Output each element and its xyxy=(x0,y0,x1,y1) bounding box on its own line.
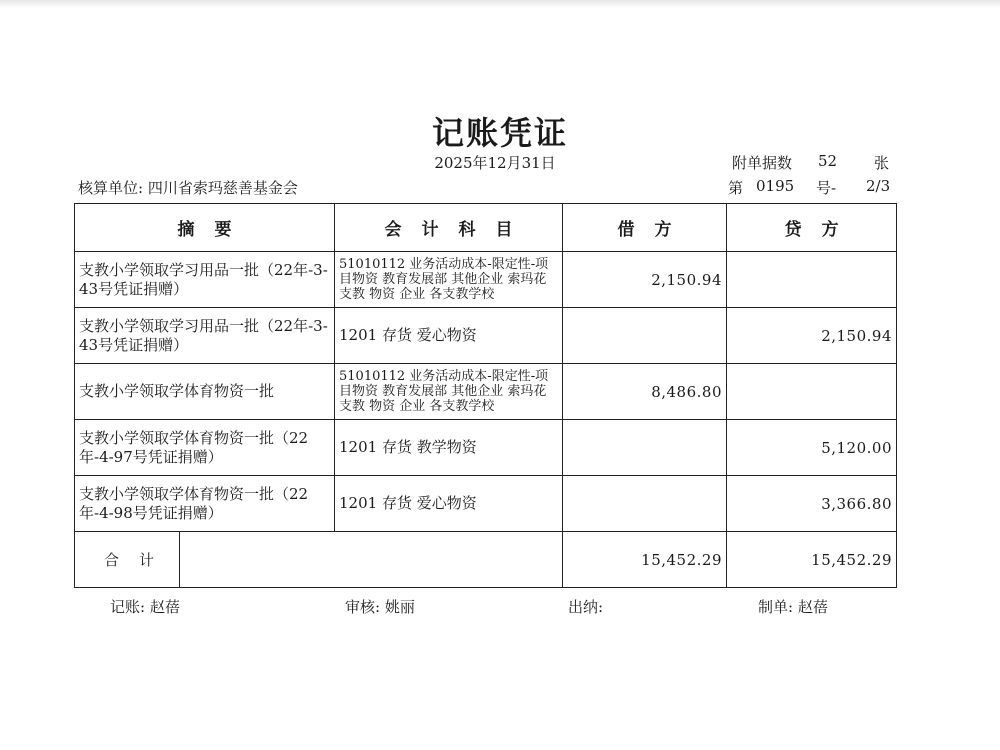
header-summary: 摘要 xyxy=(75,204,335,252)
row-summary: 支教小学领取学体育物资一批 xyxy=(75,364,335,420)
row-credit xyxy=(727,364,897,420)
row-debit: 8,486.80 xyxy=(563,364,727,420)
voucher-title: 记账凭证 xyxy=(431,114,568,152)
row-summary: 支教小学领取学习用品一批（22年-3-43号凭证捐赠） xyxy=(75,308,335,364)
row-debit xyxy=(563,420,727,476)
voucher-page: 2/3 xyxy=(866,177,891,195)
table-row xyxy=(75,308,897,364)
table-row xyxy=(75,420,897,476)
row-credit: 5,120.00 xyxy=(727,420,897,476)
header-account: 会计科目 xyxy=(335,204,563,252)
reviewer-signature: 审核: 姚丽 xyxy=(345,598,415,616)
attachment-label: 附单据数 xyxy=(732,154,793,172)
row-debit xyxy=(563,476,727,532)
total-label: 合计 xyxy=(75,532,180,587)
table-row xyxy=(75,364,897,420)
voucher-table xyxy=(74,203,897,588)
row-debit: 2,150.94 xyxy=(563,252,727,308)
header-credit: 贷方 xyxy=(727,204,897,252)
accounting-unit: 核算单位: 四川省索玛慈善基金会 xyxy=(78,179,298,197)
total-debit: 15,452.29 xyxy=(563,532,727,588)
total-blank xyxy=(180,532,562,587)
total-row xyxy=(75,532,897,588)
scan-edge xyxy=(0,0,1000,8)
voucher-prefix: 第 xyxy=(728,179,744,197)
attachment-number: 52 xyxy=(818,152,838,170)
row-credit: 3,366.80 xyxy=(727,476,897,532)
header-debit: 借方 xyxy=(563,204,727,252)
row-account: 51010112 业务活动成本-限定性-项目物资 教育发展部 其他企业 索玛花支教 物资 企业 各支教学校 xyxy=(335,252,563,308)
row-credit: 2,150.94 xyxy=(727,308,897,364)
row-summary: 支教小学领取学体育物资一批（22年-4-97号凭证捐赠） xyxy=(75,420,335,476)
row-account: 1201 存货 教学物资 xyxy=(335,420,563,476)
bookkeeper-signature: 记账: 赵蓓 xyxy=(110,598,180,616)
preparer-signature: 制单: 赵蓓 xyxy=(758,598,828,616)
row-account: 1201 存货 爱心物资 xyxy=(335,476,563,532)
row-account: 51010112 业务活动成本-限定性-项目物资 教育发展部 其他企业 索玛花支教 物资 企业 各支教学校 xyxy=(335,364,563,420)
table-row xyxy=(75,476,897,532)
row-account: 1201 存货 爱心物资 xyxy=(335,308,563,364)
voucher-number-value: 0195 xyxy=(756,177,795,195)
attachment-unit: 张 xyxy=(874,154,890,172)
row-debit xyxy=(563,308,727,364)
row-summary: 支教小学领取学习用品一批（22年-3-43号凭证捐赠） xyxy=(75,252,335,308)
total-credit: 15,452.29 xyxy=(727,532,897,588)
voucher-suffix: 号- xyxy=(816,179,837,197)
row-credit xyxy=(727,252,897,308)
table-header-row xyxy=(75,204,897,252)
total-label-cell xyxy=(75,532,563,588)
table-row xyxy=(75,252,897,308)
row-summary: 支教小学领取学体育物资一批（22年-4-98号凭证捐赠） xyxy=(75,476,335,532)
cashier-signature: 出纳: xyxy=(568,598,604,616)
voucher-date: 2025年12月31日 xyxy=(434,154,556,172)
